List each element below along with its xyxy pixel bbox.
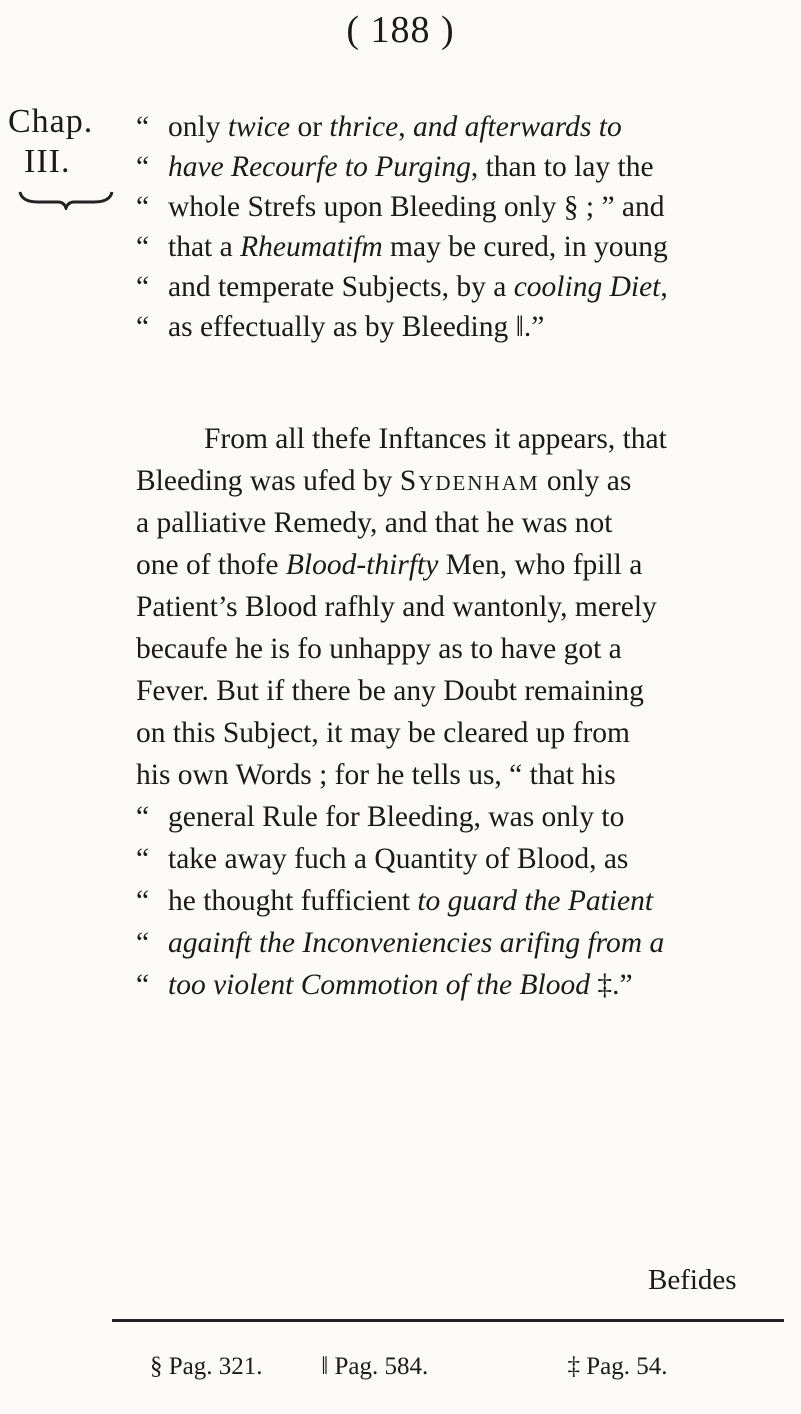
text: , bbox=[660, 271, 668, 303]
quote-mark: “ bbox=[136, 927, 150, 959]
chapter-marker bbox=[8, 103, 93, 181]
chapter-label: Chap. bbox=[8, 103, 94, 140]
text: only as bbox=[539, 465, 632, 497]
quote-mark: “ bbox=[136, 885, 150, 917]
text: may be cured, in young bbox=[382, 231, 668, 263]
footnote-rule bbox=[112, 1319, 784, 1322]
text: one of thofe bbox=[136, 549, 286, 581]
text: that a bbox=[168, 231, 241, 263]
quote-line-1 bbox=[136, 113, 622, 143]
text: and temperate Subjects, by a bbox=[168, 271, 514, 303]
text: or bbox=[290, 111, 330, 143]
paragraph-line bbox=[136, 971, 633, 1001]
quote-mark: “ bbox=[136, 311, 150, 343]
quote-mark: “ bbox=[136, 969, 150, 1001]
text: as effectually as by Bleeding ‖.” bbox=[168, 311, 545, 343]
quote-line-3 bbox=[136, 193, 665, 223]
paragraph-line bbox=[136, 845, 628, 875]
paragraph-line bbox=[136, 887, 653, 917]
text: general Rule for Bleeding, was only to bbox=[168, 801, 625, 833]
quote-mark: “ bbox=[136, 191, 150, 223]
quote-line-4 bbox=[136, 233, 668, 263]
italic-text: too violent Commotion of the Blood bbox=[168, 969, 590, 1001]
italic-text: thrice bbox=[329, 111, 399, 143]
quote-mark: “ bbox=[136, 151, 150, 183]
quote-mark: “ bbox=[136, 801, 150, 833]
paragraph-line: a palliative Remedy, and that he was not bbox=[136, 507, 613, 539]
paragraph-line: his own Words ; for he tells us, “ that his bbox=[136, 759, 616, 791]
quote-line-6 bbox=[136, 313, 544, 343]
italic-text: againft the Inconveniencies arifing from a bbox=[168, 927, 665, 959]
paragraph-line bbox=[136, 551, 642, 581]
text: he thought fufficient bbox=[168, 885, 418, 917]
text: ‡.” bbox=[589, 969, 633, 1001]
footnote: § Pag. 321. bbox=[150, 1353, 263, 1380]
footnotes bbox=[150, 1353, 790, 1381]
text: Men, who fpill a bbox=[438, 549, 643, 581]
page-number: ( 188 ) bbox=[346, 9, 455, 51]
italic-text: Blood-thirfty bbox=[285, 549, 439, 581]
paragraph-line: becaufe he is fo unhappy as to have got a bbox=[136, 633, 622, 665]
footnote: ‖ Pag. 584. bbox=[321, 1353, 429, 1380]
italic-text: to guard the Patient bbox=[417, 885, 654, 917]
italic-text: and afterwards to bbox=[412, 111, 622, 143]
quote-line-5 bbox=[136, 273, 668, 303]
text: take away fuch a Quantity of Blood, as bbox=[168, 843, 629, 875]
quote-mark: “ bbox=[136, 271, 150, 303]
paragraph-line bbox=[136, 803, 624, 833]
quote-mark: “ bbox=[136, 843, 150, 875]
paragraph-line: on this Subject, it may be cleared up from bbox=[136, 717, 630, 749]
paragraph-line bbox=[136, 929, 664, 959]
quote-line-2 bbox=[136, 153, 654, 183]
quote-mark: “ bbox=[136, 111, 150, 143]
catchword: Befides bbox=[648, 1264, 737, 1296]
paragraph-line: Patient’s Blood rafhly and wantonly, merely bbox=[136, 591, 657, 623]
text: only bbox=[168, 111, 228, 143]
text: , bbox=[398, 111, 413, 143]
brace-icon bbox=[18, 188, 114, 210]
italic-text: Rheumatifm bbox=[240, 231, 383, 263]
paragraph-line bbox=[136, 467, 631, 497]
italic-text: have Recourfe to Purging bbox=[168, 151, 471, 183]
paragraph-line: Fever. But if there be any Doubt remaining bbox=[136, 675, 644, 707]
author-name: Sydenham bbox=[399, 465, 540, 497]
text: Bleeding was ufed by bbox=[136, 465, 400, 497]
quote-mark: “ bbox=[136, 231, 150, 263]
chapter-number: III. bbox=[24, 143, 71, 180]
footnote: ‡ Pag. 54. bbox=[567, 1353, 668, 1380]
text: whole Strefs upon Bleeding only § ; ” and bbox=[168, 191, 665, 223]
italic-text: cooling Diet bbox=[513, 271, 661, 303]
text: , than to lay the bbox=[470, 151, 654, 183]
italic-text: twice bbox=[227, 111, 291, 143]
paragraph-line: From all thefe Inftances it appears, that bbox=[204, 423, 667, 455]
